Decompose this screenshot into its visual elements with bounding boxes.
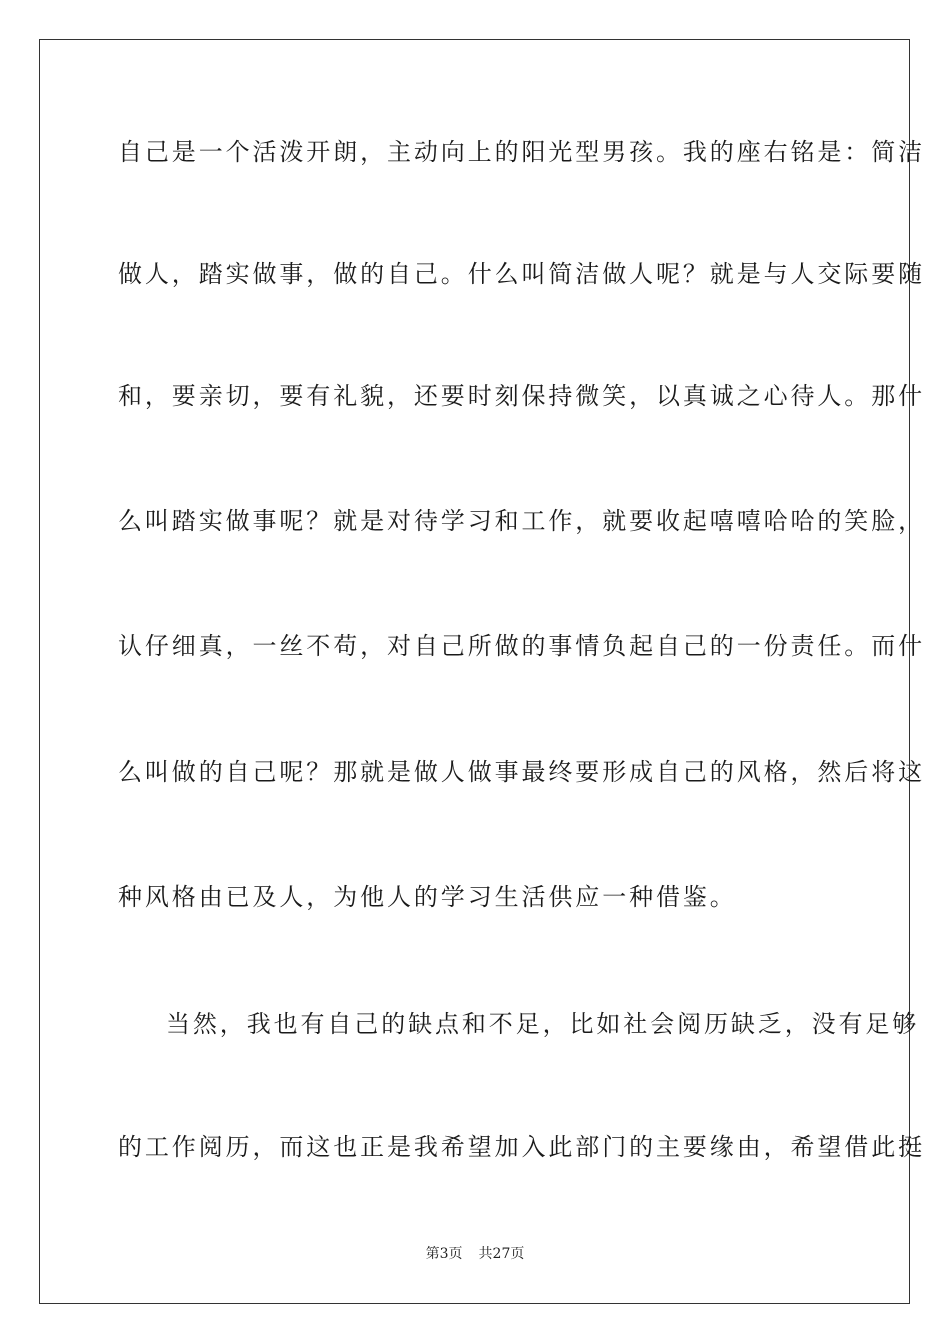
body-text-line: 自己是一个活泼开朗，主动向上的阳光型男孩。我的座右铭是：简洁 [118, 138, 925, 166]
page-border [39, 39, 925, 1304]
page-footer [0, 1245, 950, 1263]
body-text-line: 认仔细真，一丝不苟，对自己所做的事情负起自己的一份责任。而什 [118, 632, 925, 660]
body-text-line: 么叫踏实做事呢？就是对待学习和工作，就要收起嘻嘻哈哈的笑脸， [118, 507, 925, 535]
body-text-line: 和，要亲切，要有礼貌，还要时刻保持微笑，以真诚之心待人。那什 [118, 382, 925, 410]
page-number: 第3页 [425, 1246, 463, 1262]
body-text-line: 做人，踏实做事，做的自己。什么叫简洁做人呢？就是与人交际要随 [118, 260, 925, 288]
paragraph-first-line: 当然，我也有自己的缺点和不足，比如社会阅历缺乏，没有足够 [166, 1010, 920, 1038]
body-text-line: 种风格由已及人，为他人的学习生活供应一种借鉴。 [118, 883, 737, 911]
body-text-line: 么叫做的自己呢？那就是做人做事最终要形成自己的风格，然后将这 [118, 758, 925, 786]
body-text-line: 的工作阅历，而这也正是我希望加入此部门的主要缘由，希望借此挺 [118, 1133, 925, 1161]
page-total: 共27页 [478, 1246, 525, 1262]
